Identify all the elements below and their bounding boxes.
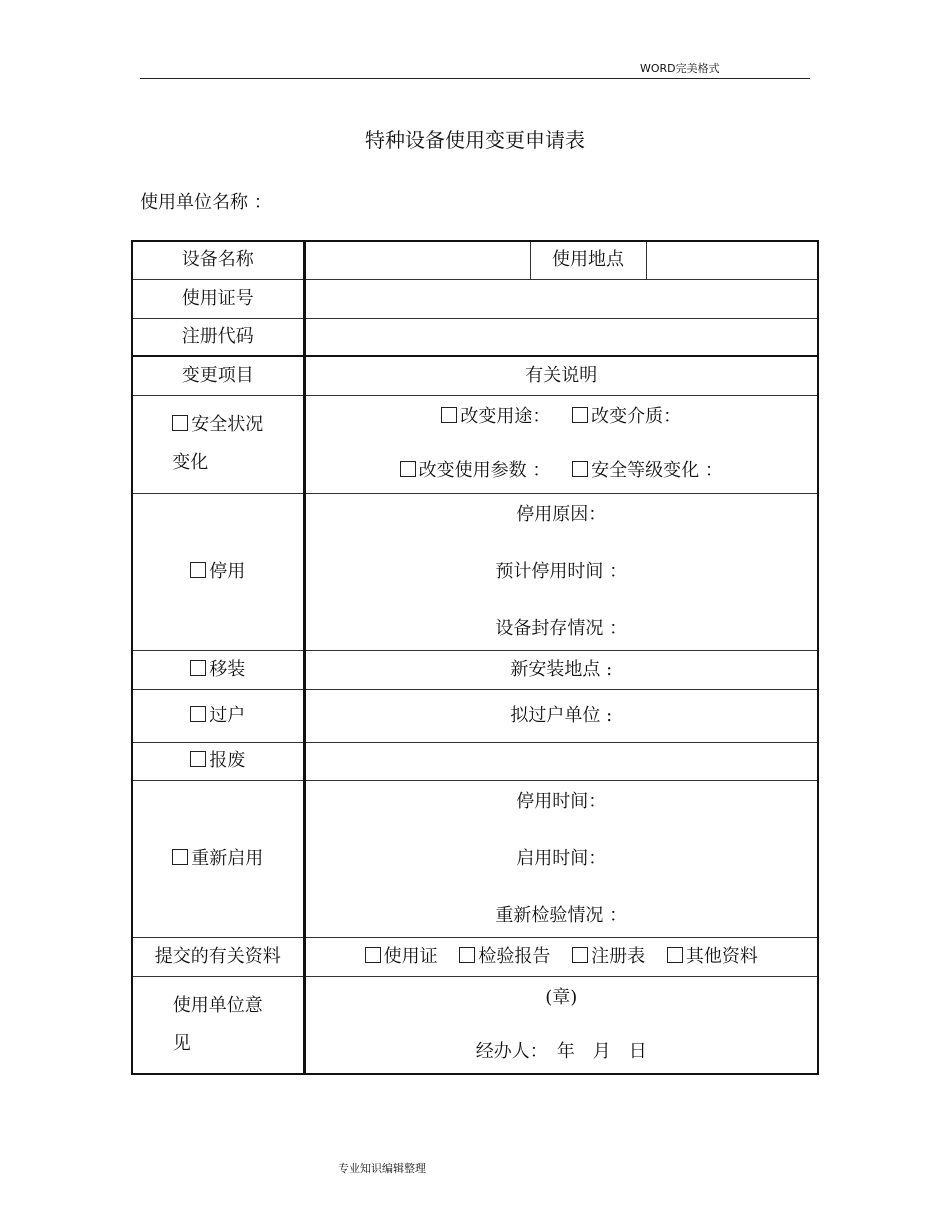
stop-details (304, 493, 818, 650)
device-sealing-status: 设备封存情况 ： (495, 617, 628, 639)
checkbox-icon (572, 407, 588, 423)
change-item-label: 变更项目 (132, 356, 304, 395)
row-stop (132, 493, 818, 650)
page-header (140, 58, 810, 79)
reg-code-value[interactable] (304, 318, 818, 356)
unit-name-label: 使用单位名称 ： (140, 192, 272, 213)
option-registration-form[interactable] (572, 946, 645, 967)
option-inspection-report-text: 检验报告 (478, 945, 551, 967)
row-change-item (132, 356, 818, 395)
checkbox-icon (667, 947, 683, 963)
option-change-purpose[interactable] (441, 406, 550, 427)
unit-opinion-label-cell (132, 976, 304, 1074)
checkbox-icon (459, 947, 475, 963)
unit-opinion-value[interactable] (304, 976, 818, 1074)
option-change-purpose-text: 改变用途： (460, 406, 551, 427)
use-location-label: 使用地点 (530, 241, 646, 279)
row-move (132, 650, 818, 689)
row-materials (132, 937, 818, 976)
checkbox-icon (441, 407, 457, 423)
materials-label: 提交的有关资料 (132, 937, 304, 976)
stop-cell[interactable] (132, 493, 304, 650)
transfer-cell[interactable] (132, 689, 304, 742)
safety-change-checkbox[interactable] (172, 415, 188, 431)
option-registration-form-text: 注册表 (591, 945, 646, 967)
use-location-value[interactable] (646, 241, 818, 279)
scrap-cell[interactable] (132, 742, 304, 780)
row-use-cert (132, 279, 818, 318)
new-install-location: 新安装地点 : (304, 650, 818, 689)
new-owner-unit: 拟过户单位 : (304, 689, 818, 742)
checkbox-icon (572, 947, 588, 963)
option-change-params[interactable] (400, 460, 551, 481)
stop-checkbox[interactable] (190, 562, 206, 578)
stop-time: 停用时间： (516, 790, 607, 812)
safety-change-cell[interactable] (132, 395, 304, 493)
handler-date: 经办人： 年 月 日 (475, 1041, 647, 1063)
unit-opinion-label-2: 见 (172, 1032, 191, 1054)
option-other-materials-text: 其他资料 (685, 945, 758, 967)
option-use-cert[interactable] (365, 946, 438, 967)
move-cell[interactable] (132, 650, 304, 689)
row-device-name (132, 241, 818, 279)
start-time: 启用时间： (516, 847, 607, 869)
option-use-cert-text: 使用证 (383, 945, 438, 967)
row-safety-change (132, 395, 818, 493)
header-text: WORD完美格式 (640, 62, 720, 75)
device-name-label: 设备名称 (132, 241, 304, 279)
row-reg-code (132, 318, 818, 356)
safety-options-line-1 (433, 406, 689, 428)
related-notes-label: 有关说明 (304, 356, 818, 395)
stop-reason: 停用原因： (516, 503, 607, 525)
checkbox-icon (365, 947, 381, 963)
option-change-medium-text: 改变介质： (591, 406, 682, 427)
option-safety-level[interactable] (572, 460, 723, 481)
scrap-checkbox[interactable] (190, 751, 206, 767)
restart-label: 重新启用 (191, 847, 264, 869)
option-other-materials[interactable] (667, 946, 758, 967)
page-footer: 专业知识编辑整理 (338, 1162, 426, 1175)
unit-opinion-label-1: 使用单位意 (172, 994, 263, 1016)
seal-placeholder: (章) (545, 986, 578, 1008)
device-name-value[interactable] (304, 241, 530, 279)
transfer-checkbox[interactable] (190, 706, 206, 722)
option-change-params-text: 改变使用参数 ： (418, 460, 551, 482)
row-unit-opinion (132, 976, 818, 1074)
use-cert-value[interactable] (304, 279, 818, 318)
row-transfer (132, 689, 818, 742)
safety-options-line-2 (392, 460, 731, 482)
form-title: 特种设备使用变更申请表 (365, 128, 585, 152)
checkbox-icon (572, 461, 588, 477)
expected-stop-time: 预计停用时间 ： (495, 560, 628, 582)
safety-change-label-1: 安全状况 (191, 414, 264, 435)
option-inspection-report[interactable] (459, 946, 550, 967)
option-change-medium[interactable] (572, 406, 681, 427)
move-label: 移装 (209, 658, 246, 680)
restart-checkbox[interactable] (172, 849, 188, 865)
option-safety-level-text: 安全等级变化 ： (591, 460, 723, 482)
scrap-value[interactable] (304, 742, 818, 780)
move-checkbox[interactable] (190, 660, 206, 676)
safety-change-options (304, 395, 818, 493)
materials-options (304, 937, 818, 976)
row-scrap (132, 742, 818, 780)
stop-label: 停用 (209, 560, 246, 582)
change-application-table (131, 240, 819, 1075)
transfer-label: 过户 (209, 704, 246, 726)
reinspection-status: 重新检验情况 ： (495, 904, 628, 926)
checkbox-icon (400, 461, 416, 477)
row-restart (132, 780, 818, 937)
reg-code-label: 注册代码 (132, 318, 304, 356)
restart-cell[interactable] (132, 780, 304, 937)
use-cert-label: 使用证号 (132, 279, 304, 318)
restart-details (304, 780, 818, 937)
safety-change-label-2: 变化 (172, 452, 209, 473)
scrap-label: 报废 (209, 750, 246, 772)
